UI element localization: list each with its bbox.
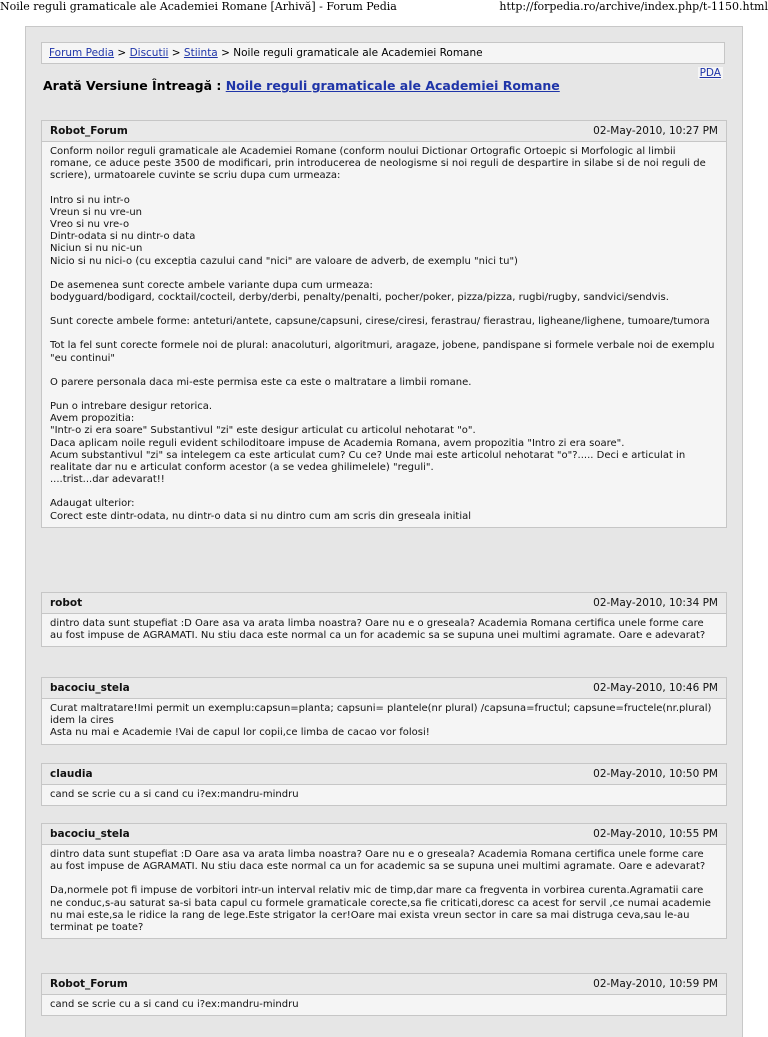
post-paragraph: Conform noilor reguli gramaticale ale Academiei Romane (conform noului Dictionar Ortografic Ortoepic si Morfologic al limbii romane, ce aduce peste 3500 de modificari, prin introducerea de neologisme si noi reguli de despartire in silabe si de noi reguli de scriere), urmatoarele cuvinte se scriu dupa cum urmeaza: [50,146,706,182]
breadcrumb [41,42,725,64]
post-date: 02-May-2010, 10:50 PM [593,768,718,780]
post-paragraph: Adaugat ulterior: Corect este dintr-odata, nu dintr-o data si nu dintro cum am scris din greseala initial [50,498,472,522]
breadcrumb-separator: > [221,47,230,59]
forum-post [41,973,727,1016]
post-paragraph: Intro si nu intr-o Vreun si nu vre-un Vreo si nu vre-o Dintr-odata si nu dintr-o data Niciun si nu nic-un Nicio si nu nici-o (cu exceptia cazului cand "nici" are valoare de adverb, de exemplu "nici tu") [50,194,518,267]
forum-post [41,592,727,647]
archive-page [25,26,743,1037]
post-date: 02-May-2010, 10:46 PM [593,682,718,694]
breadcrumb-link-stiinta[interactable]: Stiinta [183,47,218,59]
post-paragraph: Da,normele pot fi impuse de vorbitori intr-un interval relativ mic de timp,dar mare ca fregventa in vorbirea curenta.Agramatii care ne conduc,s-au saturat sa-si bata capul cu formele gramaticale corecte,sa fie criticati,doresc ca acest for servil ,ce numai academie nu mai este,sa le ridice la rang de lege.Este strigator la cer!Oare mai exista vreun sector in care sa mai distruga ceva,sau le-au terminat pe toate? [50,885,711,934]
post-paragraph: dintro data sunt stupefiat :D Oare asa va arata limba noastra? Oare nu e o greseala? Academia Romana certifica unele forme care au fost impuse de AGRAMATI. Nu stiu daca este normal ca un for academic sa se supuna unei multimi agramate. Oare e adevarat? [50,618,706,642]
post-header [42,764,726,785]
post-paragraph: Tot la fel sunt corecte formele noi de plural: anacoluturi, algoritmuri, aragaze, jobene, pandispane si formele verbale noi de exemplu "eu continui" [50,340,715,364]
post-author: bacociu_stela [50,828,130,840]
post-author: bacociu_stela [50,682,130,694]
post-body [42,142,726,527]
post-author: claudia [50,768,93,780]
post-header [42,678,726,699]
breadcrumb-separator: > [117,47,127,59]
post-paragraph: cand se scrie cu a si cand cu i?ex:mandru-mindru [50,789,299,800]
post-paragraph: Sunt corecte ambele forme: anteturi/antete, capsune/capsuni, cirese/ciresi, ferastrau/ fierastrau, ligheane/lighene, tumoare/tumora [50,316,710,328]
forum-post [41,823,727,939]
full-version-link[interactable]: Noile reguli gramaticale ale Academiei Romane [225,78,560,93]
post-date: 02-May-2010, 10:59 PM [593,978,718,990]
forum-post [41,763,727,806]
breadcrumb-separator: > [171,47,181,59]
post-header [42,121,726,142]
post-date: 02-May-2010, 10:27 PM [593,125,718,137]
post-date: 02-May-2010, 10:55 PM [593,828,718,840]
post-body [42,785,726,805]
post-body [42,614,726,646]
page-title [43,78,560,93]
print-header-title: Noile reguli gramaticale ale Academiei Romane [Arhivă] - Forum Pedia [0,0,397,13]
pda-link[interactable]: PDA [699,67,721,79]
forum-post [41,120,727,528]
post-header [42,593,726,614]
post-header [42,974,726,995]
post-body [42,845,726,938]
forum-post [41,677,727,745]
post-paragraph: cand se scrie cu a si cand cu i?ex:mandru-mindru [50,999,299,1010]
post-paragraph: Curat maltratare!Imi permit un exemplu:capsun=planta; capsuni= plantele(nr plural) /capsuna=fructul; capsune=fructele(nr.plural) idem la cires Asta nu mai e Academie !Vai de capul lor copii,ce limba de cacao vor folosi! [50,703,712,739]
post-body [42,995,726,1015]
post-paragraph: O parere personala daca mi-este permisa este ca este o maltratare a limbii romane. [50,376,472,388]
post-body [42,699,726,744]
full-version-prefix: Arată Versiune Întreagă : [43,78,222,93]
post-author: robot [50,597,83,609]
post-author: Robot_Forum [50,978,128,990]
post-paragraph: De asemenea sunt corecte ambele variante dupa cum urmeaza: bodyguard/bodigard, cocktail/cocteil, derby/derbi, penalty/penalti, pocher/poker, pizza/pizza, rugbi/rugby, sandvici/sendvis. [50,279,669,304]
breadcrumb-link-forum-pedia[interactable]: Forum Pedia [49,47,115,59]
post-date: 02-May-2010, 10:34 PM [593,597,718,609]
post-paragraph: dintro data sunt stupefiat :D Oare asa va arata limba noastra? Oare nu e o greseala? Academia Romana certifica unele forme care au fost impuse de AGRAMATI. Nu stiu daca este normal ca un for academic sa se supuna unei multimi agramate. Oare e adevarat? [50,849,706,873]
breadcrumb-link-discutii[interactable]: Discutii [129,47,169,59]
breadcrumb-current: Noile reguli gramaticale ale Academiei Romane [233,47,483,59]
print-header [0,0,768,14]
post-paragraph: Pun o intrebare desigur retorica. Avem propozitia: "Intr-o zi era soare" Substantivul "zi" este desigur articulat cu articolul nehotarat "o". Daca aplicam noile reguli evident schiloditoare impuse de Academia Romana, avem propozitia "Intro zi era soare". Acum substantivul "zi" sa intelegem ca este articulat cum? Cu ce? Unde mai este articolul nehotarat "o"?..... Deci e articulat in realitate dar nu e articulat conform acestor (a se vedea ghilimelele) "reguli". ....trist...dar adevarat!! [50,401,686,486]
print-header-url: http://forpedia.ro/archive/index.php/t-1150.html [499,0,768,13]
post-author: Robot_Forum [50,125,128,137]
post-header [42,824,726,845]
